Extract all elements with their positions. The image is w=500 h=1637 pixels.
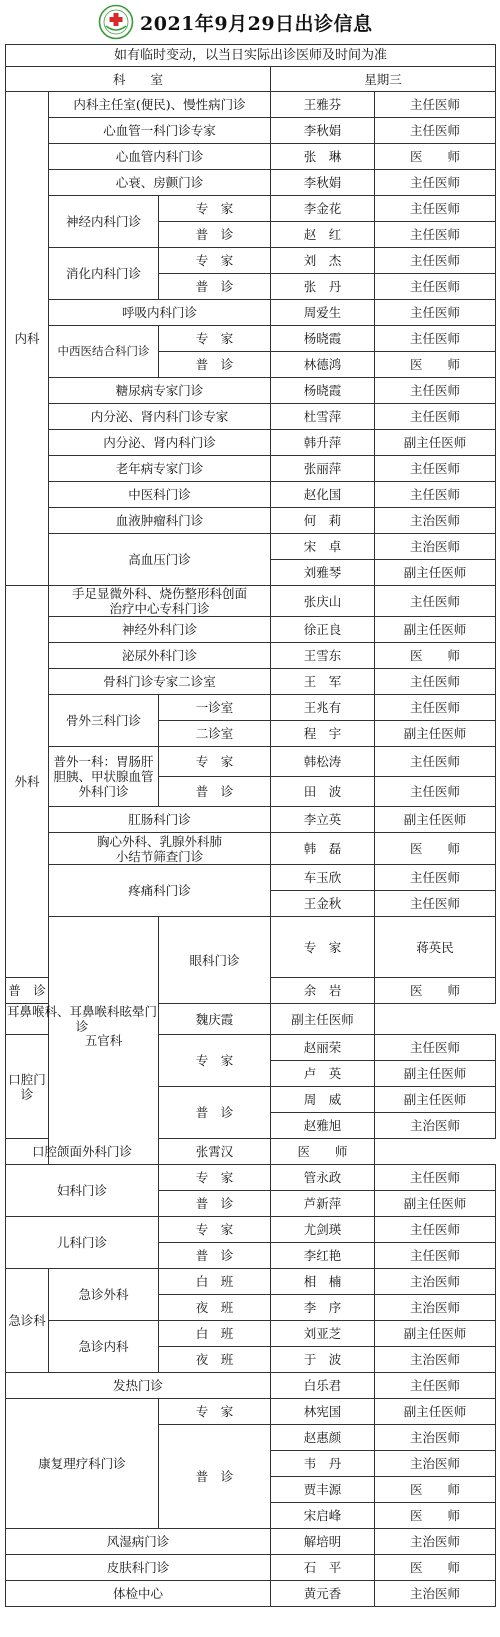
doctor-name: 王金秋	[271, 891, 375, 917]
doctor-title: 医 师	[271, 1139, 375, 1165]
page-title: 2021年9月29日出诊信息	[140, 13, 373, 35]
table-row	[6, 196, 496, 222]
clinic-name: 老年病专家门诊	[49, 456, 271, 482]
table-row	[6, 586, 496, 617]
table-row	[6, 404, 496, 430]
doctor-title: 副主任医师	[375, 560, 496, 586]
clinic-name: 妇科门诊	[6, 1165, 159, 1217]
table-row	[6, 1399, 496, 1425]
clinic-name: 内分泌、肾内科门诊	[49, 430, 271, 456]
clinic-type: 夜 班	[159, 1347, 271, 1373]
table-row	[6, 917, 496, 978]
doctor-name: 韦 丹	[271, 1451, 375, 1477]
table-row	[6, 807, 496, 833]
table-row	[6, 1321, 496, 1347]
doctor-name: 尤剑瑛	[271, 1217, 375, 1243]
table-row	[6, 118, 496, 144]
table-row	[6, 1165, 496, 1191]
clinic-name: 神经内科门诊	[49, 196, 159, 248]
doctor-name: 韩 磊	[271, 833, 375, 865]
doctor-name: 赵丽荣	[271, 1035, 375, 1061]
clinic-name: 康复理疗科门诊	[6, 1399, 159, 1529]
header-row	[6, 67, 496, 92]
notice-text: 如有临时变动，以当日实际出诊医师及时间为准	[6, 45, 496, 67]
clinic-name: 急诊内科	[49, 1321, 159, 1373]
clinic-name: 中医科门诊	[49, 482, 271, 508]
table-row	[6, 430, 496, 456]
doctor-title: 医 师	[375, 1503, 496, 1529]
doctor-name: 解培明	[271, 1529, 375, 1555]
doctor-name: 杨晓霞	[271, 326, 375, 352]
doctor-title: 主治医师	[375, 1451, 496, 1477]
clinic-name: 心血管内科门诊	[49, 144, 271, 170]
group-label: 急诊科	[6, 1269, 49, 1373]
doctor-title: 副主任医师	[375, 1399, 496, 1425]
table-row	[6, 1555, 496, 1581]
doctor-name: 管永政	[271, 1165, 375, 1191]
doctor-name: 林宪国	[271, 1399, 375, 1425]
doctor-title: 主任医师	[375, 1035, 496, 1061]
doctor-title: 副主任医师	[375, 1061, 496, 1087]
doctor-name: 刘亚芝	[271, 1321, 375, 1347]
doctor-title: 主治医师	[375, 1529, 496, 1555]
clinic-name: 泌尿外科门诊	[49, 643, 271, 669]
clinic-name: 骨科门诊专家二诊室	[49, 669, 271, 695]
clinic-name: 发热门诊	[6, 1373, 271, 1399]
clinic-name: 口腔颌面外科门诊	[6, 1139, 159, 1165]
clinic-type: 一诊室	[159, 695, 271, 721]
table-row	[6, 300, 496, 326]
clinic-name: 胸心外科、乳腺外科肺小结节筛查门诊	[49, 833, 271, 865]
table-row	[6, 1529, 496, 1555]
doctor-name: 刘雅琴	[271, 560, 375, 586]
clinic-name: 儿科门诊	[6, 1217, 159, 1269]
group-label: 外科	[6, 586, 49, 978]
clinic-name: 口腔门诊	[6, 1035, 49, 1139]
clinic-type: 普 诊	[159, 1425, 271, 1529]
doctor-title: 副主任医师	[375, 617, 496, 643]
doctor-name: 林德鸿	[271, 352, 375, 378]
clinic-name: 急诊外科	[49, 1269, 159, 1321]
table-row	[6, 833, 496, 865]
doctor-title: 副主任医师	[375, 1321, 496, 1347]
doctor-title: 主治医师	[375, 1347, 496, 1373]
doctor-title: 医 师	[375, 144, 496, 170]
doctor-name: 王 军	[271, 669, 375, 695]
table-row	[6, 695, 496, 721]
clinic-type: 普 诊	[159, 222, 271, 248]
clinic-type: 普 诊	[159, 352, 271, 378]
clinic-name: 耳鼻喉科、耳鼻喉科眩晕门诊	[6, 1004, 157, 1034]
doctor-title: 主治医师	[375, 1425, 496, 1451]
doctor-name: 赵 红	[271, 222, 375, 248]
doctor-title: 主任医师	[375, 92, 496, 118]
doctor-title: 主任医师	[375, 865, 496, 891]
clinic-type: 白 班	[159, 1321, 271, 1347]
doctor-name: 张丽萍	[271, 456, 375, 482]
clinic-name: 心血管一科门诊专家	[49, 118, 271, 144]
doctor-title: 副主任医师	[375, 1191, 496, 1217]
clinic-type: 专 家	[159, 1399, 271, 1425]
doctor-title: 医 师	[375, 352, 496, 378]
clinic-name: 肛肠科门诊	[49, 807, 271, 833]
clinic-name: 疼痛科门诊	[49, 865, 271, 917]
weekday-header: 星期三	[271, 67, 496, 92]
doctor-name: 李 序	[271, 1295, 375, 1321]
table-row	[6, 92, 496, 118]
doctor-title: 主任医师	[375, 1217, 496, 1243]
doctor-title: 副主任医师	[375, 430, 496, 456]
table-row	[6, 747, 496, 777]
doctor-title: 医 师	[375, 643, 496, 669]
clinic-type: 普 诊	[159, 1243, 271, 1269]
group-label: 五官科	[49, 917, 159, 1165]
doctor-name: 杜雪萍	[271, 404, 375, 430]
clinic-type: 普 诊	[159, 1087, 271, 1139]
doctor-title: 主任医师	[375, 482, 496, 508]
doctor-name: 李立英	[271, 807, 375, 833]
doctor-name: 赵化国	[271, 482, 375, 508]
table-row	[6, 1373, 496, 1399]
table-row	[6, 170, 496, 196]
doctor-name: 刘 杰	[271, 248, 375, 274]
doctor-name: 王兆有	[271, 695, 375, 721]
doctor-name: 赵雅旭	[271, 1113, 375, 1139]
table-row	[6, 482, 496, 508]
table-row	[6, 1217, 496, 1243]
clinic-name: 中西医结合科门诊	[49, 326, 159, 378]
clinic-type: 夜 班	[159, 1295, 271, 1321]
doctor-title: 主治医师	[375, 1113, 496, 1139]
clinic-type: 专 家	[159, 1217, 271, 1243]
doctor-name: 宋启峰	[271, 1503, 375, 1529]
table-row	[6, 326, 496, 352]
doctor-name: 韩松涛	[271, 747, 375, 777]
clinic-name: 皮肤科门诊	[6, 1555, 271, 1581]
doctor-title: 主治医师	[375, 1269, 496, 1295]
doctor-name: 赵惠颜	[271, 1425, 375, 1451]
dept-header: 科 室	[6, 67, 271, 92]
doctor-title: 主任医师	[375, 586, 496, 617]
doctor-name: 周爱生	[271, 300, 375, 326]
doctor-title: 主治医师	[375, 1295, 496, 1321]
doctor-title: 主任医师	[375, 196, 496, 222]
doctor-name: 卢 英	[271, 1061, 375, 1087]
clinic-type: 普 诊	[159, 274, 271, 300]
table-row	[6, 378, 496, 404]
doctor-name: 贾丰源	[271, 1477, 375, 1503]
doctor-name: 魏庆霞	[159, 1004, 271, 1035]
doctor-name: 王雪东	[271, 643, 375, 669]
doctor-title: 主任医师	[375, 456, 496, 482]
doctor-title: 主任医师	[375, 747, 496, 777]
clinic-name: 普外一科：胃肠肝胆胰、甲状腺血管外科门诊	[49, 747, 159, 807]
doctor-name: 张 丹	[271, 274, 375, 300]
table-row	[6, 508, 496, 534]
table-row	[6, 643, 496, 669]
doctor-title: 副主任医师	[271, 1004, 375, 1035]
hospital-logo-icon	[98, 4, 134, 40]
clinic-name: 糖尿病专家门诊	[49, 378, 271, 404]
doctor-name: 李秋娟	[271, 118, 375, 144]
doctor-name: 徐正良	[271, 617, 375, 643]
doctor-name: 余 岩	[271, 978, 375, 1004]
clinic-name: 手足显微外科、烧伤整形科创面治疗中心专科门诊	[49, 586, 271, 617]
doctor-name: 李秋娟	[271, 170, 375, 196]
clinic-type: 普 诊	[6, 978, 49, 1004]
doctor-name: 芦新萍	[271, 1191, 375, 1217]
doctor-title: 副主任医师	[375, 721, 496, 747]
table-row	[6, 1004, 496, 1035]
notice-row	[6, 45, 496, 67]
doctor-title: 医 师	[375, 978, 496, 1004]
doctor-title: 主任医师	[375, 404, 496, 430]
doctor-name: 田 波	[271, 777, 375, 807]
clinic-name: 心衰、房颤门诊	[49, 170, 271, 196]
doctor-name: 何 莉	[271, 508, 375, 534]
doctor-title: 主任医师	[375, 1165, 496, 1191]
doctor-name: 杨晓霞	[271, 378, 375, 404]
group-label: 内科	[6, 92, 49, 586]
doctor-title: 主任医师	[375, 118, 496, 144]
doctor-name: 车玉欣	[271, 865, 375, 891]
doctor-title: 主任医师	[375, 326, 496, 352]
table-row	[6, 669, 496, 695]
doctor-name: 李红艳	[271, 1243, 375, 1269]
doctor-title: 主任医师	[375, 274, 496, 300]
doctor-title: 主治医师	[375, 1581, 496, 1607]
clinic-name: 消化内科门诊	[49, 248, 159, 300]
doctor-name: 张 琳	[271, 144, 375, 170]
doctor-name: 程 宇	[271, 721, 375, 747]
clinic-name: 呼吸内科门诊	[49, 300, 271, 326]
clinic-type: 专 家	[159, 248, 271, 274]
doctor-title: 主治医师	[375, 508, 496, 534]
clinic-name: 血液肿瘤科门诊	[49, 508, 271, 534]
doctor-title: 主任医师	[375, 777, 496, 807]
table-row	[6, 144, 496, 170]
table-row	[6, 1139, 496, 1165]
doctor-name: 张庆山	[271, 586, 375, 617]
doctor-title: 副主任医师	[375, 1087, 496, 1113]
doctor-title: 医 师	[375, 1477, 496, 1503]
doctor-name: 张霄汉	[159, 1139, 271, 1165]
clinic-name: 内分泌、肾内科门诊专家	[49, 404, 271, 430]
page-header	[0, 0, 500, 44]
doctor-name: 韩升萍	[271, 430, 375, 456]
table-row	[6, 1269, 496, 1295]
doctor-name: 石 平	[271, 1555, 375, 1581]
doctor-title: 主任医师	[375, 378, 496, 404]
schedule-table	[5, 44, 496, 1607]
doctor-title: 主任医师	[375, 300, 496, 326]
doctor-title: 主任医师	[375, 695, 496, 721]
clinic-name: 骨外三科门诊	[49, 695, 159, 747]
clinic-name: 体检中心	[6, 1581, 271, 1607]
doctor-name: 李金花	[271, 196, 375, 222]
doctor-title: 主治医师	[375, 534, 496, 560]
doctor-name: 于 波	[271, 1347, 375, 1373]
doctor-title: 主任医师	[375, 1243, 496, 1269]
table-row	[6, 248, 496, 274]
doctor-name: 相 楠	[271, 1269, 375, 1295]
doctor-name: 王雅芬	[271, 92, 375, 118]
clinic-name: 内科主任室(便民)、慢性病门诊	[49, 92, 271, 118]
clinic-type: 专 家	[159, 326, 271, 352]
clinic-type: 专 家	[271, 917, 375, 978]
clinic-name: 高血压门诊	[49, 534, 271, 586]
clinic-name: 眼科门诊	[159, 917, 271, 1004]
clinic-type: 普 诊	[159, 1191, 271, 1217]
doctor-title: 主任医师	[375, 248, 496, 274]
doctor-name: 蒋英民	[375, 917, 496, 978]
table-row	[6, 1581, 496, 1607]
doctor-title: 主任医师	[375, 669, 496, 695]
table-row	[6, 534, 496, 560]
table-row	[6, 617, 496, 643]
table-row	[6, 865, 496, 891]
doctor-name: 宋 卓	[271, 534, 375, 560]
doctor-title: 主任医师	[375, 222, 496, 248]
doctor-title: 医 师	[375, 1555, 496, 1581]
clinic-type: 专 家	[159, 747, 271, 777]
doctor-title: 主任医师	[375, 170, 496, 196]
clinic-name: 神经外科门诊	[49, 617, 271, 643]
doctor-title: 主任医师	[375, 891, 496, 917]
clinic-type: 二诊室	[159, 721, 271, 747]
table-row	[6, 456, 496, 482]
clinic-type: 专 家	[159, 1165, 271, 1191]
clinic-name: 风湿病门诊	[6, 1529, 271, 1555]
doctor-title: 医 师	[375, 833, 496, 865]
doctor-title: 主任医师	[375, 1373, 496, 1399]
doctor-name: 白乐君	[271, 1373, 375, 1399]
clinic-type: 专 家	[159, 1035, 271, 1087]
doctor-name: 黄元香	[271, 1581, 375, 1607]
clinic-type: 专 家	[159, 196, 271, 222]
clinic-type: 白 班	[159, 1269, 271, 1295]
clinic-type: 普 诊	[159, 777, 271, 807]
doctor-name: 周 威	[271, 1087, 375, 1113]
doctor-title: 副主任医师	[375, 807, 496, 833]
